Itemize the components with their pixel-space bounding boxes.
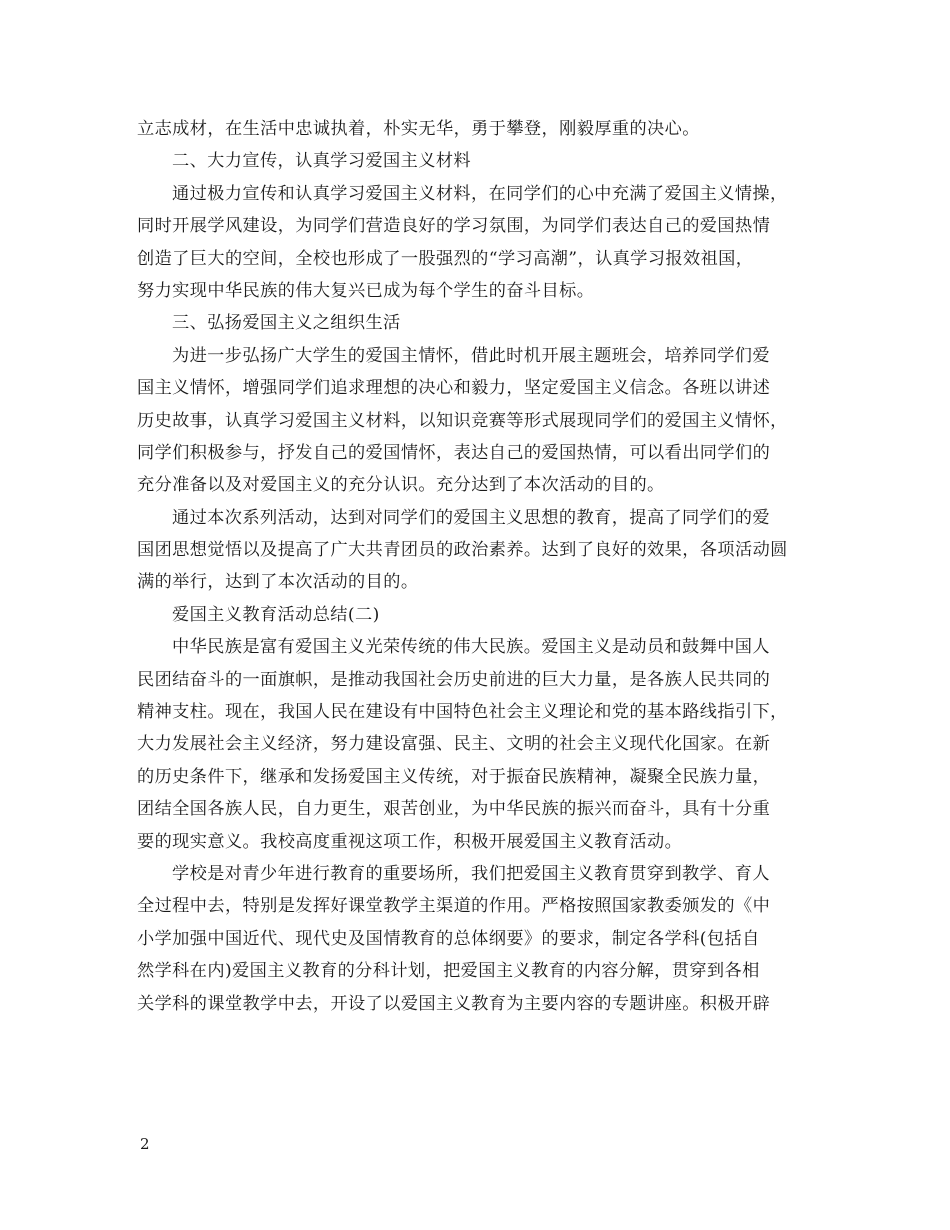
text-line: 国主义情怀，增强同学们追求理想的决心和毅力，坚定爱国主义信念。各班以讲述 <box>137 378 771 399</box>
text-line: 立志成材，在生活中忠诚执着，朴实无华，勇于攀登，刚毅厚重的决心。 <box>137 119 700 139</box>
text-line: 民团结奋斗的一面旗帜，是推动我国社会历史前进的巨大力量，是各族人民共同的 <box>137 669 771 690</box>
text-line: 学校是对青少年进行教育的重要场所，我们把爱国主义教育贯穿到教学、育人 <box>172 863 770 884</box>
text-line: 精神支柱。现在，我国人民在建设有中国特色社会主义理论和党的基本路线指引下， <box>137 702 788 723</box>
text-line: 同学们积极参与，抒发自己的爱国情怀，表达自己的爱国热情，可以看出同学们的 <box>137 442 771 463</box>
text-line: 大力发展社会主义经济，努力建设富强、民主、文明的社会主义现代化国家。在新 <box>137 734 771 755</box>
document-body <box>137 113 817 1020</box>
text-line: 的历史条件下，继承和发扬爱国主义传统，对于振奋民族精神，凝聚全民族力量， <box>137 766 771 787</box>
text-line: 为进一步弘扬广大学生的爱国主情怀，借此时机开展主题班会，培养同学们爱 <box>172 345 770 366</box>
text-line: 全过程中去，特别是发挥好课堂教学主渠道的作用。严格按照国家教委颁发的《中 <box>137 896 771 917</box>
text-line: 关学科的课堂教学中去，开设了以爱国主义教育为主要内容的专题讲座。积极开辟 <box>137 993 771 1014</box>
text-line: 团结全国各族人民，自力更生，艰苦创业，为中华民族的振兴而奋斗，具有十分重 <box>137 799 771 820</box>
text-line: 同时开展学风建设，为同学们营造良好的学习氛围，为同学们表达自己的爱国热情 <box>137 216 771 237</box>
text-line: 爱国主义教育活动总结(二) <box>172 604 380 625</box>
text-line: 历史故事，认真学习爱国主义材料，以知识竞赛等形式展现同学们的爱国主义情怀， <box>137 410 788 431</box>
text-line: 努力实现中华民族的伟大复兴已成为每个学生的奋斗目标。 <box>137 280 595 301</box>
text-line: 三、弘扬爱国主义之组织生活 <box>172 313 401 334</box>
text-line: 满的举行，达到了本次活动的目的。 <box>137 572 419 593</box>
text-line: 创造了巨大的空间，全校也形成了一股强烈的“学习高潮”，认真学习报效祖国， <box>137 248 754 269</box>
text-line: 充分准备以及对爱国主义的充分认识。充分达到了本次活动的目的。 <box>137 475 665 496</box>
text-line: 要的现实意义。我校高度重视这项工作，积极开展爱国主义教育活动。 <box>137 831 683 852</box>
text-line: 通过本次系列活动，达到对同学们的爱国主义思想的教育，提高了同学们的爱 <box>172 507 770 528</box>
text-line: 国团思想觉悟以及提高了广大共青团员的政治素养。达到了良好的效果，各项活动圆 <box>137 540 788 561</box>
text-line: 通过极力宣传和认真学习爱国主义材料，在同学们的心中充满了爱国主义情操， <box>172 183 788 204</box>
text-line: 二、大力宣传，认真学习爱国主义材料 <box>172 151 471 172</box>
text-line: 中华民族是富有爱国主义光荣传统的伟大民族。爱国主义是动员和鼓舞中国人 <box>172 637 770 658</box>
text-line: 然学科在内)爱国主义教育的分科计划，把爱国主义教育的内容分解，贯穿到各相 <box>137 961 760 982</box>
text-line: 小学加强中国近代、现代史及国情教育的总体纲要》的要求，制定各学科(包括自 <box>137 928 760 949</box>
page-number: 2 <box>140 1135 150 1153</box>
